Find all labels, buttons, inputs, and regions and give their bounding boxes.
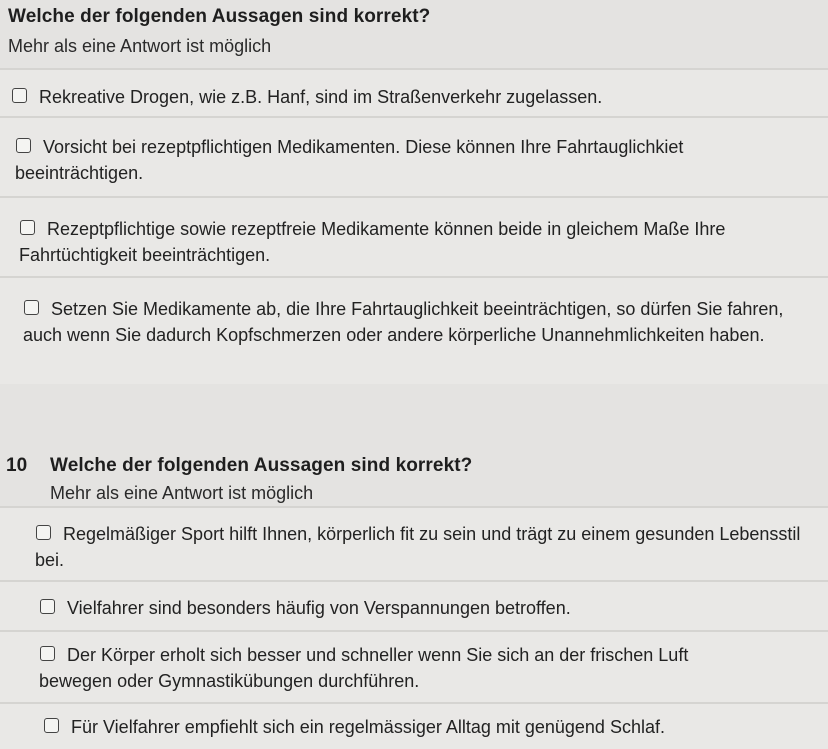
answer-text: Rezeptpflichtige sowie rezeptfreie Medikamente können beide in gleichem Maße Ihre Fahrtüchtigkeit beeinträchtigen. [19,219,726,265]
answer-option[interactable] [0,702,828,749]
answer-text: Rekreative Drogen, wie z.B. Hanf, sind im Straßenverkehr zugelassen. [39,87,603,107]
answer-option[interactable] [0,116,828,196]
question-title: Welche der folgenden Aussagen sind korrekt? [50,455,473,476]
answer-option[interactable] [0,580,828,630]
answer-option[interactable] [0,68,828,116]
answer-text: Der Körper erholt sich besser und schneller wenn Sie sich an der frischen Luft bewegen oder Gymnastikübungen durchführen. [39,645,689,691]
question-subtitle: Mehr als eine Antwort ist möglich [50,483,314,503]
answer-text: Regelmäßiger Sport hilft Ihnen, körperlich fit zu sein und trägt zu einem gesunden Lebensstil bei. [35,524,801,570]
answer-text: Setzen Sie Medikamente ab, die Ihre Fahrtauglichkeit beeinträchtigen, so dürfen Sie fahren, auch wenn Sie dadurch Kopfschmerzen oder andere körperliche Unannehmlichkeiten haben. [23,299,784,345]
answer-text: Für Vielfahrer empfiehlt sich ein regelmässiger Alltag mit genügend Schlaf. [71,717,665,737]
answer-option[interactable] [0,276,828,384]
question-subtitle: Mehr als eine Antwort ist möglich [8,36,272,56]
checkbox[interactable] [44,718,59,733]
question-title: Welche der folgenden Aussagen sind korrekt? [8,6,431,27]
answer-option[interactable] [0,506,828,580]
answer-text: Vorsicht bei rezeptpflichtigen Medikamenten. Diese können Ihre Fahrtauglichkiet beeinträchtigen. [15,137,684,183]
answer-option[interactable] [0,196,828,276]
answer-option[interactable] [0,630,828,702]
checkbox[interactable] [12,88,27,103]
checkbox[interactable] [40,599,55,614]
answer-text: Vielfahrer sind besonders häufig von Verspannungen betroffen. [67,598,571,618]
question-number: 10 [6,455,28,476]
